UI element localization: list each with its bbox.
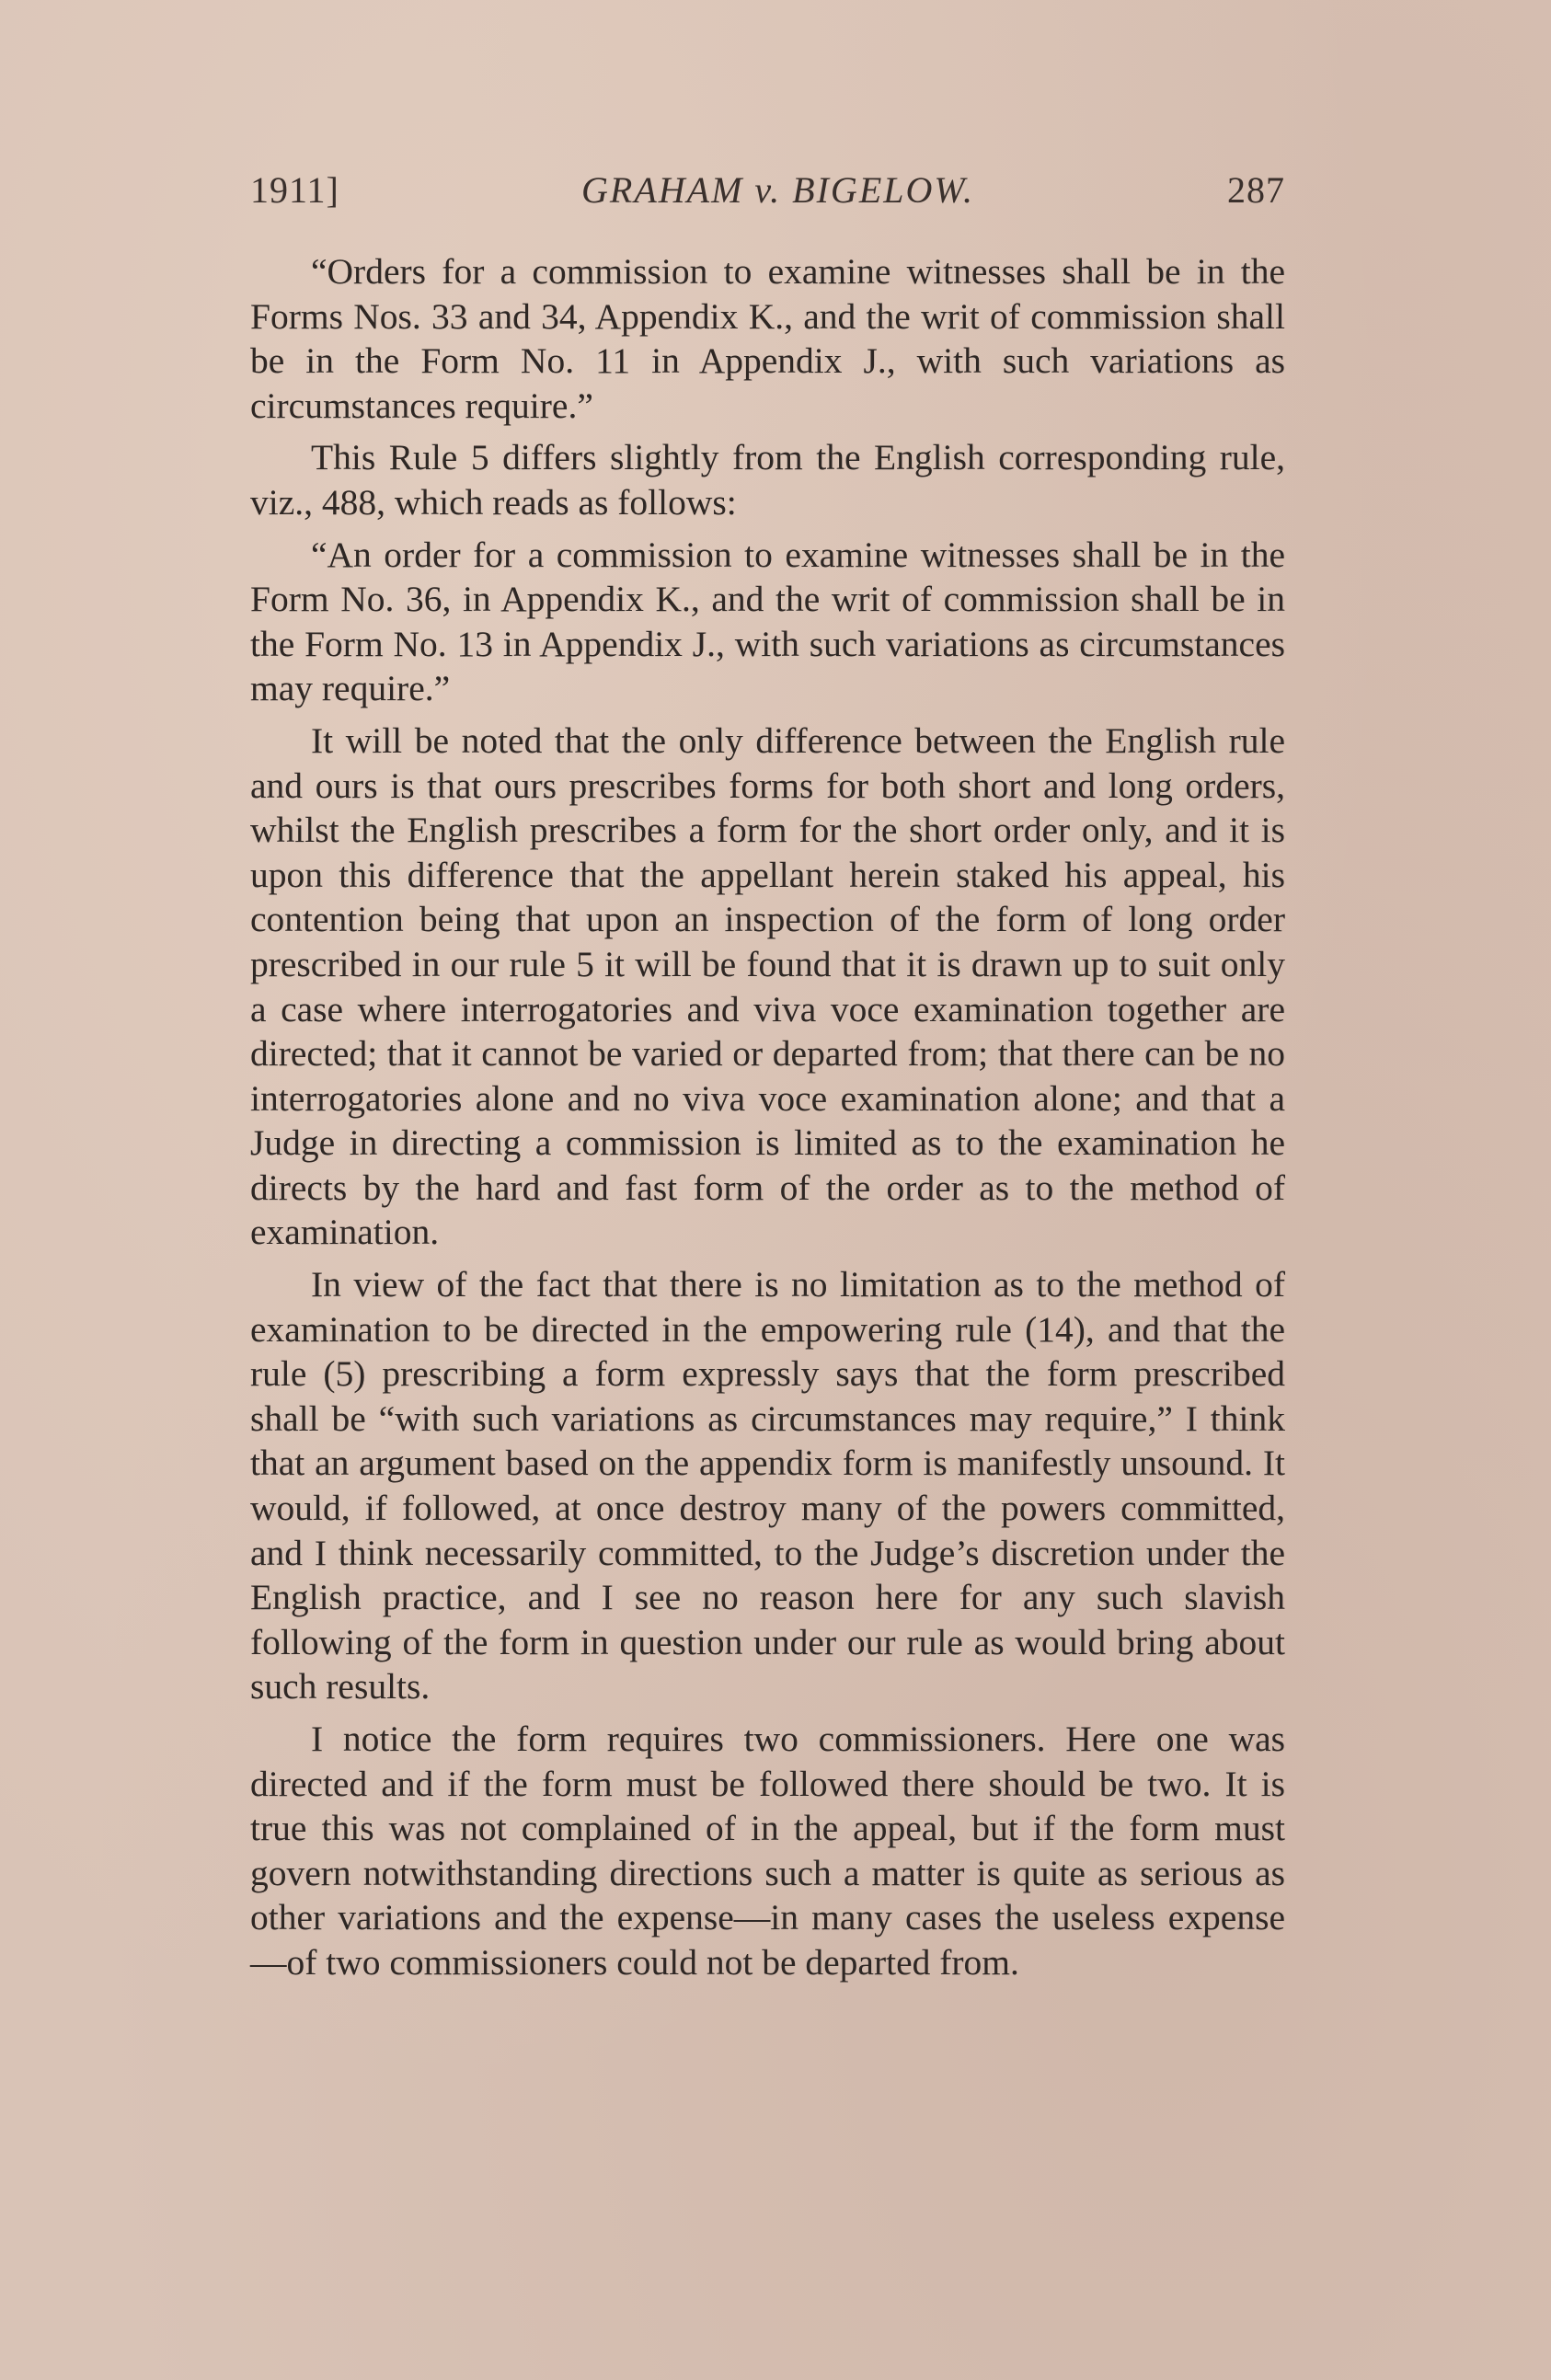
header-page-number: 287 [1227,169,1285,211]
body-text [250,249,1285,1985]
paragraph-difference-noted: It will be noted that the only difference between the English rule and ours is that ours prescribes forms for both short and long orders, whilst the English prescribes a form for the short order only, and it is upon this difference that the appellant herein staked his appeal, his contention being that upon an inspection of the form of long order prescribed in our rule 5 it will be found that it is drawn up to suit only a case where interrogatories and viva voce examination together are directed; that it cannot be varied or departed from; that there can be no interrogatories alone and no viva voce examination alone; and that a Judge in directing a commission is limited as to the examination he directs by the hard and fast form of the order as to the method of examination. [250,719,1285,1253]
book-page [250,161,1285,1993]
paragraph-limitation-view: In view of the fact that there is no limitation as to the method of examination to be directed in the empowering rule (14), and that the rule (5) prescribing a form expressly says that the form prescribed shall be “with such variations as circumstances may require,” I think that an argument based on the appendix form is manifestly unsound. It would, if followed, at once destroy many of the powers committed, and I think necessarily committed, to the Judge’s discretion under the English practice, and I see no reason here for any such slavish following of the form in question under our rule as would bring about such results. [250,1264,1285,1707]
running-head [250,161,1285,216]
header-year: 1911] [250,169,339,211]
paragraph-two-commissioners: I notice the form requires two commissioners. Here one was directed and if the form must be followed there should be two. It is true this was not complained of in the appeal, but if the form must govern notwithstanding directions such a matter is quite as serious as other variations and the expense—in many cases the useless expense—of two commissioners could not be departed from. [250,1719,1285,1983]
paragraph-rule-quote: “Orders for a commission to examine witnesses shall be in the Forms Nos. 33 and 34, Appendix K., and the writ of commission shall be in the Form No. 11 in Appendix J., with such variations as circumstances require.” [250,251,1285,426]
paragraph-english-rule-quote: “An order for a commission to examine witnesses shall be in the Form No. 36, in Appendix K., and the writ of commission shall be in the Form No. 13 in Appendix J., with such variations as circumstances may require.” [250,534,1285,709]
paragraph-rule-5-comparison: This Rule 5 differs slightly from the English corresponding rule, viz., 488, which reads as follows: [250,437,1285,523]
header-case-title: GRAHAM v. BIGELOW. [581,169,975,211]
